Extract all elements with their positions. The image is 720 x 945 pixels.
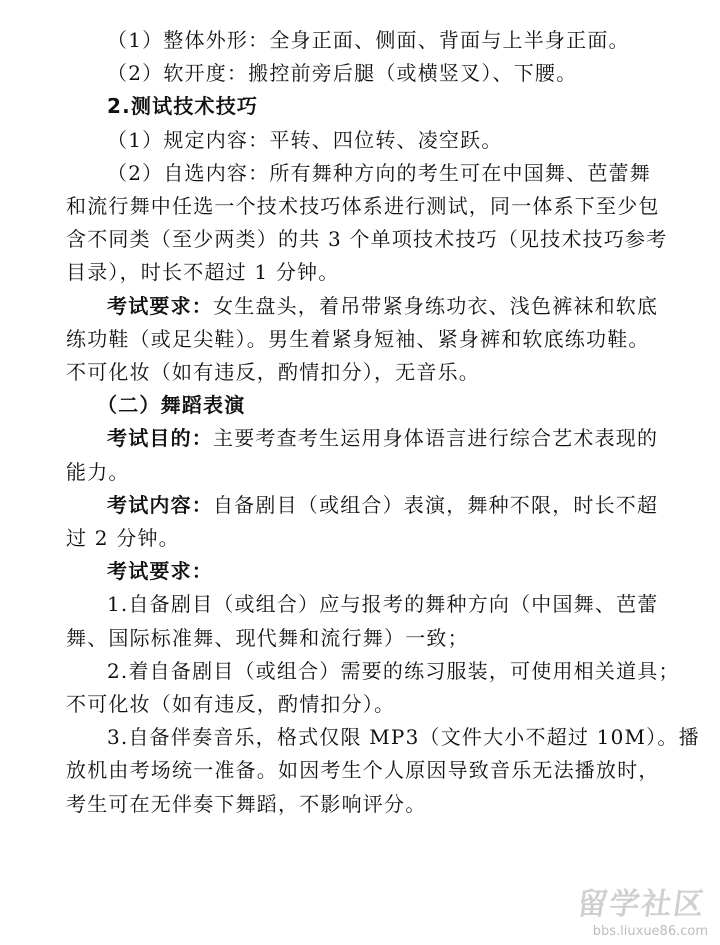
- bold-label: 考试要求：: [107, 293, 213, 318]
- line-text: （2）软开度：搬控前旁后腿（或横竖叉）、下腰。: [107, 61, 578, 86]
- line-text: （1）规定内容：平转、四位转、凌空跃。: [107, 127, 503, 152]
- paragraph-line: [0, 260, 720, 284]
- section-heading: [0, 559, 720, 583]
- line-text: （2）自选内容：所有舞种方向的考生可在中国舞、芭蕾舞: [107, 160, 651, 185]
- heading-text: （二）舞蹈表演: [97, 393, 246, 418]
- line-text: 主要考查考生运用身体语言进行综合艺术表现的: [213, 426, 659, 451]
- section-heading: [0, 94, 720, 118]
- watermark-logo-text: 留学社区: [575, 887, 708, 922]
- paragraph-line: [0, 493, 720, 517]
- line-text: 目录），时长不超过 1 分钟。: [66, 260, 340, 285]
- line-text: 舞、国际标准舞、现代舞和流行舞）一致；: [66, 625, 469, 650]
- paragraph-line: [0, 327, 720, 351]
- paragraph-line: [0, 128, 720, 152]
- line-text: 不可化妆（如有违反，酌情扣分），无音乐。: [66, 360, 480, 384]
- bold-label: 考试要求：: [107, 559, 213, 584]
- watermark-url: bbs.liuxue86.com: [592, 924, 708, 939]
- line-text: 不可化妆（如有违反，酌情扣分）。: [66, 692, 396, 716]
- paragraph-line: [0, 460, 720, 484]
- paragraph-line: [0, 61, 720, 85]
- paragraph-line: [0, 526, 720, 550]
- bold-label: 考试目的：: [107, 426, 213, 451]
- paragraph-line: [0, 692, 720, 716]
- line-text: 自备剧目（或组合）表演，舞种不限，时长不超: [213, 492, 659, 517]
- line-text: 2.着自备剧目（或组合）需要的练习服装，可使用相关道具；: [107, 658, 680, 683]
- paragraph-line: [0, 360, 720, 384]
- line-text: 3.自备伴奏音乐，格式仅限 MP3（文件大小不超过 10M）。播: [107, 725, 700, 750]
- line-text: 能力。: [66, 459, 130, 484]
- section-heading: [0, 393, 720, 417]
- bold-label: 考试内容：: [107, 492, 213, 517]
- line-text: 练功鞋（或足尖鞋）。男生着紧身短袖、紧身裤和软底练功鞋。: [66, 326, 650, 351]
- paragraph-line: [0, 758, 720, 782]
- line-text: 含不同类（至少两类）的共 3 个单项技术技巧（见技术技巧参考: [66, 227, 668, 252]
- line-text: 过 2 分钟。: [66, 526, 180, 550]
- line-text: 女生盘头，着吊带紧身练功衣、浅色裤袜和软底: [213, 293, 659, 318]
- paragraph-line: [0, 161, 720, 185]
- line-text: 放机由考场统一准备。如因考生个人原因导致音乐无法播放时，: [66, 758, 660, 783]
- paragraph-line: [0, 626, 720, 650]
- paragraph-line: [0, 659, 720, 683]
- paragraph-line: [0, 194, 720, 218]
- paragraph-line: [0, 426, 720, 450]
- paragraph-line: [0, 725, 720, 749]
- line-text: （1）整体外形：全身正面、侧面、背面与上半身正面。: [107, 28, 630, 52]
- paragraph-line: [0, 227, 720, 251]
- paragraph-line: [0, 294, 720, 318]
- line-text: 1.自备剧目（或组合）应与报考的舞种方向（中国舞、芭蕾: [107, 592, 659, 617]
- line-text: 考生可在无伴奏下舞蹈，不影响评分。: [66, 791, 427, 816]
- paragraph-line: [0, 28, 720, 52]
- heading-text: 2.测试技术技巧: [107, 94, 259, 119]
- watermark: [524, 879, 714, 941]
- paragraph-line: [0, 792, 720, 816]
- line-text: 和流行舞中任选一个技术技巧体系进行测试，同一体系下至少包: [66, 194, 660, 218]
- paragraph-line: [0, 592, 720, 616]
